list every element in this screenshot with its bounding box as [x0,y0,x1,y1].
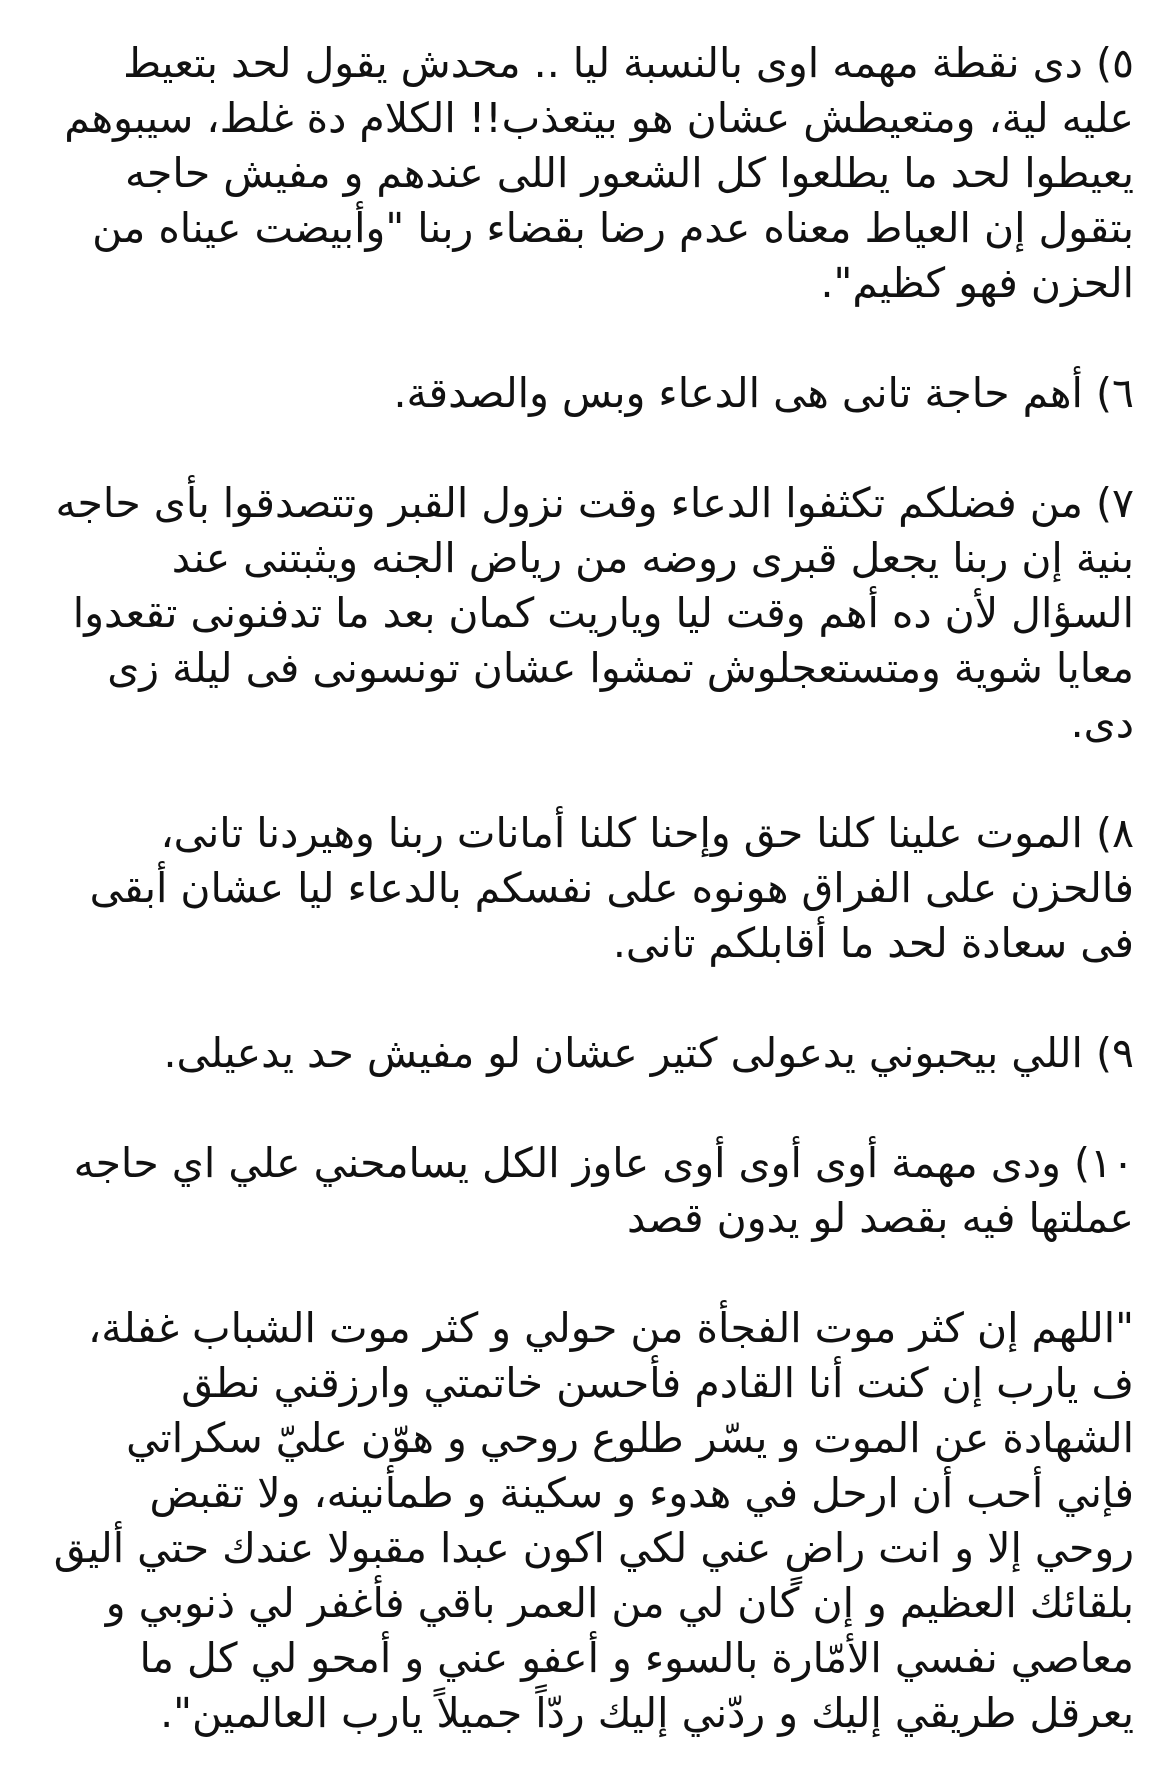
paragraph-point-6: ٦) أهم حاجة تانى هى الدعاء وبس والصدقة. [393,369,1134,417]
paragraph-point-7: ٧) من فضلكم تكثفوا الدعاء وقت نزول القبر وتتصدقوا بأى حاجه بنية إن ربنا يجعل قبرى روضه من رياض الجنه ويثبتنى عند السؤال لأن ده أهم وقت ليا وياريت كمان بعد ما تدفنونى تقعدوا معايا شوية ومتستعجلوش تمشوا عشان تونسونى فى ليلة زى دى. [55,479,1134,747]
document-body [48,36,1134,1741]
paragraph-prayer: "اللهم إن كثر موت الفجأة من حولي و كثر موت الشباب غفلة، ف يارب إن كنت أنا القادم فأحسن خاتمتي وارزقني نطق الشهادة عن الموت و يسّر طلوع روحي و هوّن عليّ سكراتي فإني أحب أن ارحل في هدوء و سكينة و طمأنينه، ولا تقبض روحي إلا و انت راضٍ عني لكي اكون عبدا مقبولا عندك حتي أليق بلقائك العظيم و إن كان لي من العمر باقي فأغفر لي ذنوبي و معاصي نفسي الأمّارة بالسوء و أعفو عني و أمحو لي كل ما يعرقل طريقي إليك و ردّني إليك ردّاً جميلاً يارب العالمين". [53,1304,1134,1737]
paragraph-point-5: ٥) دى نقطة مهمه اوى بالنسبة ليا .. محدش يقول لحد بتعيط عليه لية، ومتعيطش عشان هو بيتعذب!! الكلام دة غلط، سيبوهم يعيطوا لحد ما يطلعوا كل الشعور اللى عندهم و مفيش حاجه بتقول إن العياط معناه عدم رضا بقضاء ربنا "وأبيضت عيناه من الحزن فهو كظيم". [64,39,1134,307]
paragraph-point-9: ٩) اللي بيحبوني يدعولى كتير عشان لو مفيش حد يدعيلى. [163,1029,1134,1077]
paragraph-point-10: ١٠) ودى مهمة أوى أوى أوى عاوز الكل يسامحني علي اي حاجه عملتها فيه بقصد لو يدون قصد [73,1139,1134,1242]
paragraph-point-8: ٨) الموت علينا كلنا حق وإحنا كلنا أمانات ربنا وهيردنا تانى، فالحزن على الفراق هونوه على نفسكم بالدعاء ليا عشان أبقى فى سعادة لحد ما أقابلكم تانى. [89,809,1134,967]
